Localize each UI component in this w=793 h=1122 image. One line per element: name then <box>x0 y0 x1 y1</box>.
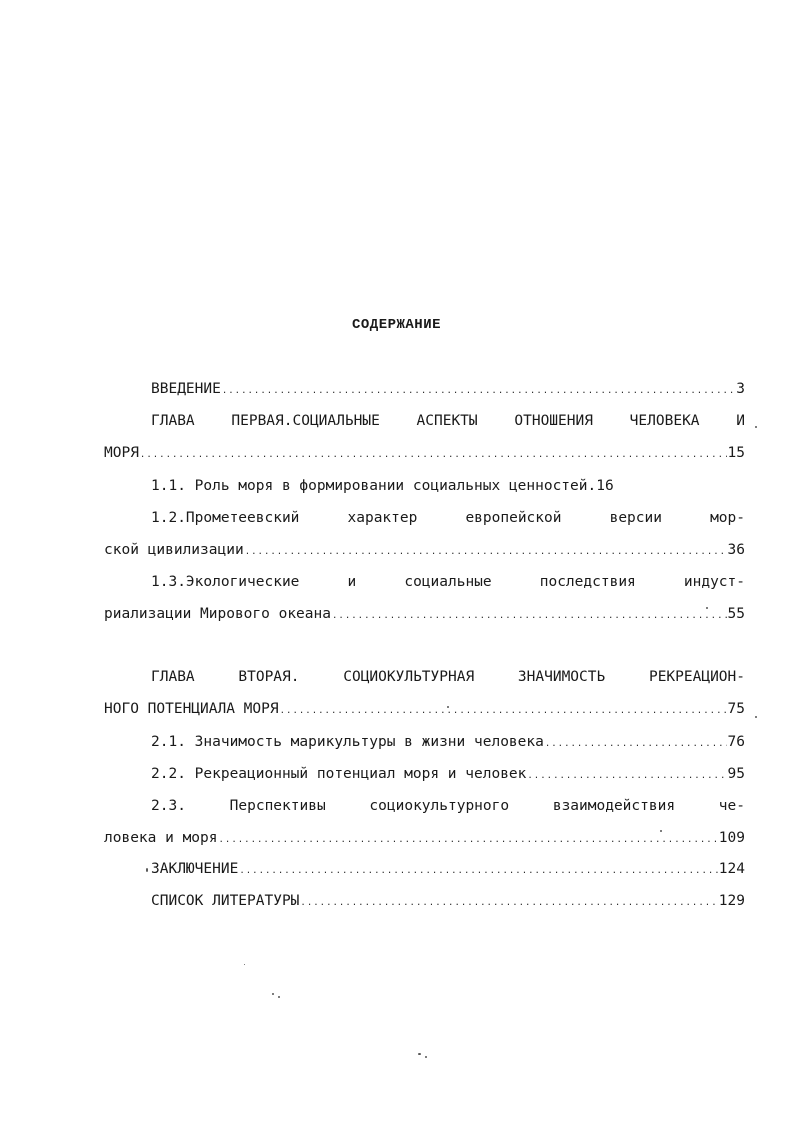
toc-entry-s2-3-line1 <box>151 795 745 817</box>
toc-entry-text: 2.3. Перспективы социокультурного взаимодействия че- <box>151 798 745 814</box>
toc-entry-ch2-line1 <box>151 666 745 688</box>
toc-entry-bibliography <box>151 890 745 912</box>
toc-entry-text: ГЛАВА ПЕРВАЯ.СОЦИАЛЬНЫЕ АСПЕКТЫ ОТНОШЕНИЯ ЧЕЛОВЕКА И <box>151 413 745 429</box>
toc-entry-text: риализации Мирового океана <box>104 606 331 622</box>
toc-entry-ch2-line2 <box>104 698 745 720</box>
scan-speck <box>418 1053 421 1055</box>
toc-entry-text: 1.1. Роль моря в формировании социальных ценностей. <box>151 478 597 494</box>
toc-entry-text: ловека и моря <box>104 830 218 846</box>
toc-entry-s1-3-line1 <box>151 571 745 593</box>
toc-entry-text: ской цивилизации <box>104 542 244 558</box>
toc-entry-s2-3-line2 <box>104 827 745 849</box>
scan-speck <box>425 1056 427 1058</box>
toc-entry-intro <box>151 378 745 400</box>
toc-entry-text: МОРЯ <box>104 445 139 461</box>
scan-speck <box>660 830 662 832</box>
scan-speck <box>244 964 245 965</box>
toc-page-number: 95 <box>727 766 745 782</box>
toc-entry-s2-2 <box>151 763 745 785</box>
toc-page-number: 3 <box>736 381 745 397</box>
scan-speck <box>272 993 274 995</box>
scan-speck <box>755 426 757 428</box>
toc-page-number: 75 <box>727 701 745 717</box>
toc-entry-s2-1 <box>151 731 745 753</box>
scan-speck <box>447 706 449 708</box>
toc-entry-text: СПИСОК ЛИТЕРАТУРЫ <box>151 893 300 909</box>
scan-speck <box>755 716 757 718</box>
toc-page-number: 16 <box>596 478 614 494</box>
toc-entry-text: 2.2. Рекреационный потенциал моря и человек <box>151 766 527 782</box>
toc-entry-text: 1.2.Прометеевский характер европейской версии мор- <box>151 510 745 526</box>
toc-entry-s1-2-line1 <box>151 507 745 529</box>
toc-page-number: 129 <box>718 893 745 909</box>
page-title: СОДЕРЖАНИЕ <box>351 317 441 333</box>
toc-entry-conclusion <box>151 858 745 880</box>
toc-entry-s1-1 <box>151 475 745 497</box>
toc-entry-text: ЗАКЛЮЧЕНИЕ <box>151 861 239 877</box>
scan-speck <box>278 996 280 998</box>
toc-page-number: 15 <box>727 445 745 461</box>
toc-page-number: 124 <box>718 861 745 877</box>
toc-entry-text: ВВЕДЕНИЕ <box>151 381 221 397</box>
toc-page-number: 76 <box>727 734 745 750</box>
toc-entry-text: ГЛАВА ВТОРАЯ. СОЦИОКУЛЬТУРНАЯ ЗНАЧИМОСТЬ РЕКРЕАЦИОН- <box>151 669 745 685</box>
toc-page-number: 109 <box>718 830 745 846</box>
scan-speck <box>706 607 708 609</box>
toc-entry-s1-2-line2 <box>104 539 745 561</box>
toc-entry-ch1-line1 <box>151 410 745 432</box>
toc-entry-s1-3-line2 <box>104 603 745 625</box>
toc-entry-text: 1.3.Экологические и социальные последствия индуст- <box>151 574 745 590</box>
toc-entry-text: 2.1. Значимость марикультуры в жизни человека <box>151 734 544 750</box>
toc-page-number: 36 <box>727 542 745 558</box>
toc-entry-ch1-line2 <box>104 442 745 464</box>
scan-speck <box>146 868 148 872</box>
toc-entry-text: НОГО ПОТЕНЦИАЛА МОРЯ <box>104 701 279 717</box>
toc-page-number: 55 <box>727 606 745 622</box>
